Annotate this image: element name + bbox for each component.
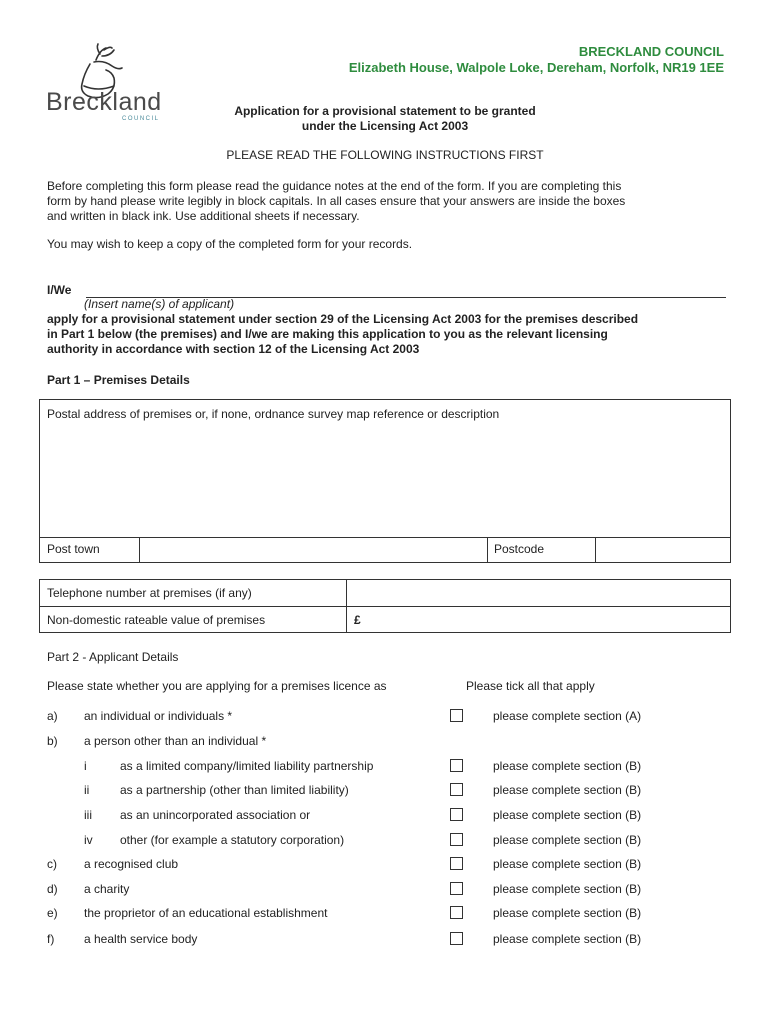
option-roman: iii [84, 808, 92, 822]
part1-heading: Part 1 – Premises Details [47, 373, 190, 387]
post-town-field[interactable] [140, 538, 486, 562]
option-letter: e) [47, 906, 58, 920]
iwe-label: I/We [47, 283, 72, 297]
part2-heading: Part 2 - Applicant Details [47, 650, 179, 664]
option-text: other (for example a statutory corporation) [120, 833, 345, 847]
option-roman: iv [84, 833, 93, 847]
option-note: please complete section (B) [493, 932, 642, 946]
keep-copy-note: You may wish to keep a copy of the completed form for your records. [47, 237, 413, 251]
insert-name-label: (Insert name(s) of applicant) [84, 297, 235, 311]
option-text: a health service body [84, 932, 198, 946]
option-checkbox[interactable] [450, 759, 463, 772]
option-note: please complete section (B) [493, 882, 642, 896]
option-checkbox[interactable] [450, 882, 463, 895]
instructions-heading: PLEASE READ THE FOLLOWING INSTRUCTIONS FIRST [226, 148, 544, 162]
council-name: BRECKLAND COUNCIL [578, 44, 724, 59]
para-line: and written in black ink. Use additional sheets if necessary. [47, 209, 360, 223]
option-text: a person other than an individual * [84, 734, 267, 748]
option-note: please complete section (B) [493, 783, 642, 797]
premises-address-box[interactable] [39, 399, 731, 563]
postcode-field[interactable] [596, 538, 730, 562]
option-roman: ii [84, 783, 90, 797]
option-note: please complete section (B) [493, 857, 642, 871]
council-address: Elizabeth House, Walpole Loke, Dereham, Norfolk, NR19 1EE [348, 60, 724, 75]
para-line: form by hand please write legibly in block capitals. In all cases ensure that your answers are inside the boxes [47, 194, 626, 208]
option-checkbox[interactable] [450, 857, 463, 870]
option-note: please complete section (A) [493, 709, 642, 723]
option-note: please complete section (B) [493, 833, 642, 847]
option-text: an individual or individuals * [84, 709, 233, 723]
rateable-value-field[interactable] [370, 607, 730, 632]
telephone-field[interactable] [347, 580, 730, 606]
post-town-label: Post town [47, 542, 100, 556]
option-text: as a partnership (other than limited liability) [120, 783, 349, 797]
apply-statement [47, 312, 737, 357]
option-text: the proprietor of an educational establishment [84, 906, 328, 920]
option-checkbox[interactable] [450, 808, 463, 821]
logo-subtitle: COUNCIL [122, 116, 160, 122]
option-note: please complete section (B) [493, 759, 642, 773]
rateable-value-label: Non-domestic rateable value of premises [47, 613, 266, 627]
council-header [349, 44, 724, 76]
logo-wordmark: Breckland [46, 88, 162, 116]
option-note: please complete section (B) [493, 808, 642, 822]
address-label: Postal address of premises or, if none, ordnance survey map reference or description [47, 407, 500, 421]
option-text: a recognised club [84, 857, 179, 871]
telephone-label: Telephone number at premises (if any) [47, 586, 252, 600]
apply-line: apply for a provisional statement under section 29 of the Licensing Act 2003 for the premises described [47, 312, 639, 326]
option-roman: i [84, 759, 87, 773]
option-text: as a limited company/limited liability partnership [120, 759, 374, 773]
option-text: as an unincorporated association or [120, 808, 311, 822]
tick-instruction: Please tick all that apply [466, 679, 595, 693]
form-title [200, 104, 570, 134]
option-note: please complete section (B) [493, 906, 642, 920]
option-letter: c) [47, 857, 57, 871]
currency-symbol: £ [354, 613, 361, 627]
option-checkbox[interactable] [450, 906, 463, 919]
para-line: Before completing this form please read the guidance notes at the end of the form. If you are completing this [47, 179, 622, 193]
option-letter: a) [47, 709, 58, 723]
instructions-paragraph [47, 179, 727, 224]
postcode-label: Postcode [494, 542, 545, 556]
title-line-2: under the Licensing Act 2003 [301, 119, 469, 133]
option-checkbox[interactable] [450, 833, 463, 846]
premises-contact-table [39, 579, 731, 633]
option-letter: d) [47, 882, 58, 896]
apply-line: in Part 1 below (the premises) and I/we are making this application to you as the relevant licensing [47, 327, 608, 341]
title-line-1: Application for a provisional statement to be granted [234, 104, 536, 118]
option-checkbox[interactable] [450, 783, 463, 796]
option-letter: b) [47, 734, 58, 748]
option-text: a charity [84, 882, 130, 896]
option-checkbox[interactable] [450, 932, 463, 945]
applicant-type-question: Please state whether you are applying for a premises licence as [47, 679, 387, 693]
option-checkbox[interactable] [450, 709, 463, 722]
divider [487, 537, 488, 562]
option-letter: f) [47, 932, 55, 946]
apply-line: authority in accordance with section 12 of the Licensing Act 2003 [47, 342, 420, 356]
